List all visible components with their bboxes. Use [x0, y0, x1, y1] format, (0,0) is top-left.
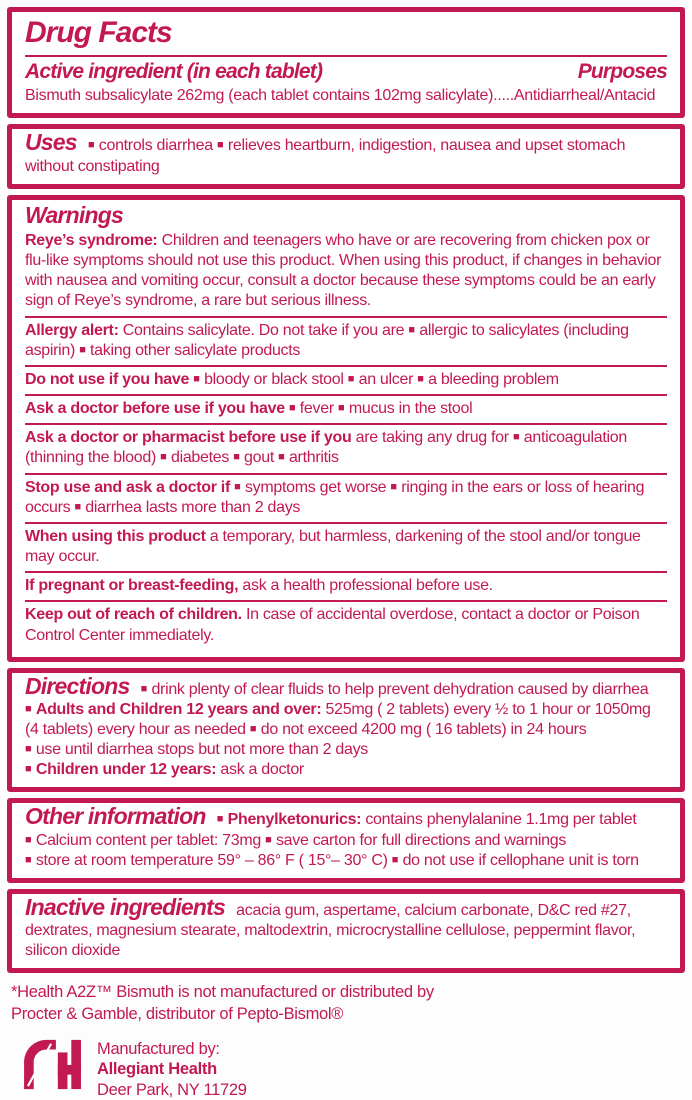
text-segment: Children and teenagers who have or are recovering from chicken pox or flu-like symptoms should not use this product. When using this product, if changes in behavior with nausea and vomiting occur, consult a doctor because these symptoms could be an early sign of Reye’s syndrome, a rare but serious illness. — [25, 232, 662, 310]
bullet-square-icon: ■ — [79, 343, 86, 356]
divider — [25, 55, 667, 57]
bullet-square-icon: ■ — [193, 372, 200, 385]
warning-stop-use — [25, 473, 667, 522]
ingredient-text: Bismuth subsalicylate 262mg (each tablet contains 102mg salicylate) — [25, 87, 494, 105]
inactive-ingredients-paragraph — [25, 895, 667, 961]
text-segment: Allergy alert: — [25, 321, 119, 339]
active-ingredient-row — [25, 59, 667, 85]
purpose-text: Antidiarrheal/Antacid — [513, 87, 656, 105]
manufacturer-block — [21, 1037, 685, 1099]
bullet-square-icon: ■ — [217, 139, 224, 152]
text-segment: In case of accidental overdose, contact a doctor or Poison Control Center immediately. — [25, 606, 640, 644]
bullet-square-icon: ■ — [278, 451, 285, 464]
bullet-square-icon: ■ — [417, 372, 424, 385]
text-segment: ringing in the ears or loss of hearing occurs — [25, 478, 645, 516]
footnote — [11, 982, 685, 1025]
text-segment: are taking any drug for — [355, 429, 509, 447]
text-segment: Stop use and ask a doctor if — [25, 478, 230, 496]
manufacturer-text — [97, 1037, 247, 1099]
active-ingredient-heading: Active ingredient (in each tablet) — [25, 59, 323, 83]
inactive-ingredients-heading: Inactive ingredients — [25, 893, 226, 920]
bullet-square-icon: ■ — [390, 480, 398, 493]
text-segment: relieves heartburn, indigestion, nausea and upset stomach without constipating — [25, 137, 626, 175]
bullet-square-icon: ■ — [391, 853, 399, 866]
bullet-square-icon: ■ — [233, 451, 240, 464]
bullet-square-icon: ■ — [25, 702, 32, 715]
text-segment: When using this product — [25, 527, 206, 545]
text-segment: anticoagulation (thinning the blood) — [25, 429, 627, 467]
warning-reyes-syndrome — [25, 228, 667, 316]
other-information-heading: Other information — [25, 803, 206, 830]
warning-when-using — [25, 522, 667, 571]
other-information-paragraph — [25, 804, 667, 870]
text-segment: ask a health professional before use. — [242, 577, 493, 595]
text-segment: If pregnant or breast-feeding, — [25, 577, 239, 595]
text-segment: controls diarrhea — [98, 137, 213, 155]
text-segment: gout — [244, 449, 274, 467]
text-segment: ask a doctor — [220, 761, 304, 779]
text-segment: Adults and Children 12 years and over: — [35, 700, 322, 718]
bullet-square-icon: ■ — [25, 743, 32, 756]
text-segment: Reye’s syndrome: — [25, 232, 158, 250]
warning-allergy-alert — [25, 316, 667, 365]
text-segment: a bleeding problem — [428, 370, 559, 388]
text-segment: Ask a doctor before use if you have — [25, 400, 285, 418]
bullet-square-icon: ■ — [347, 372, 355, 385]
footnote-line2: Procter & Gamble, distributor of Pepto-Bismol® — [11, 1004, 344, 1023]
text-segment: do not use if cellophane unit is torn — [402, 851, 639, 869]
directions-box — [7, 668, 685, 793]
bullet-square-icon: ■ — [408, 323, 416, 336]
bullet-square-icon: ■ — [25, 763, 32, 776]
uses-heading: Uses — [25, 129, 77, 156]
bullet-square-icon: ■ — [25, 853, 32, 866]
warning-do-not-use — [25, 365, 667, 394]
manufacturer-address: Deer Park, NY 11729 — [97, 1080, 247, 1099]
warnings-box — [7, 195, 685, 662]
purposes-heading: Purposes — [577, 59, 667, 83]
drug-facts-box — [7, 7, 685, 118]
text-segment: arthritis — [288, 449, 339, 467]
bullet-square-icon: ■ — [249, 722, 257, 735]
bullet-square-icon: ■ — [216, 813, 224, 826]
uses-paragraph — [25, 130, 667, 176]
inactive-ingredients-box — [7, 889, 685, 973]
directions-heading: Directions — [25, 672, 130, 699]
text-segment: Contains salicylate. Do not take if you are — [122, 321, 405, 339]
text-segment: Children under 12 years: — [35, 761, 217, 779]
bullet-square-icon: ■ — [234, 480, 241, 493]
other-information-box — [7, 798, 685, 882]
warnings-heading: Warnings — [25, 201, 123, 228]
text-segment: 525mg ( 2 tablets) every ½ to 1 hour or 1050mg (4 tablets) every hour as needed — [25, 700, 651, 738]
warning-pregnant — [25, 571, 667, 600]
text-segment: mucus in the stool — [348, 400, 473, 418]
text-segment: symptoms get worse — [244, 478, 387, 496]
text-segment: Keep out of reach of children. — [25, 606, 242, 624]
text-segment: bloody or black stool — [204, 370, 344, 388]
bullet-square-icon: ■ — [25, 833, 32, 846]
warning-keep-out-of-reach — [25, 600, 667, 649]
text-segment: taking other salicylate products — [90, 341, 301, 359]
text-segment: Ask a doctor or pharmacist before use if you — [25, 429, 352, 447]
warning-ask-doctor — [25, 394, 667, 423]
manufactured-by-label: Manufactured by: — [97, 1040, 220, 1059]
text-segment: diabetes — [170, 449, 230, 467]
bullet-square-icon: ■ — [74, 500, 82, 513]
text-segment: allergic to salicylates (including aspirin) — [25, 321, 629, 359]
bullet-square-icon: ■ — [265, 833, 272, 846]
directions-paragraph — [25, 674, 667, 781]
text-segment: contains phenylalanine 1.1mg per tablet — [365, 811, 637, 829]
active-ingredient-line — [25, 86, 667, 106]
uses-text — [25, 137, 625, 174]
bullet-square-icon: ■ — [338, 402, 345, 415]
text-segment: save carton for full directions and warnings — [275, 831, 567, 849]
warning-ask-doctor-or-pharmacist — [25, 423, 667, 472]
manufacturer-name: Allegiant Health — [97, 1060, 217, 1079]
text-segment: a temporary, but harmless, darkening of the stool and/or tongue may occur. — [25, 527, 641, 566]
bullet-square-icon: ■ — [140, 682, 148, 695]
text-segment: Phenylketonurics: — [227, 811, 362, 829]
text-segment: use until diarrhea stops but not more than 2 days — [35, 741, 368, 759]
drug-facts-title: Drug Facts — [25, 16, 172, 49]
text-segment: Do not use if you have — [25, 370, 190, 388]
bullet-square-icon: ■ — [87, 139, 95, 152]
allegiant-health-logo-icon — [21, 1037, 85, 1096]
footnote-line1: *Health A2Z™ Bismuth is not manufactured or distributed by — [11, 983, 434, 1002]
text-segment: drink plenty of clear fluids to help prevent dehydration caused by diarrhea — [151, 680, 649, 698]
text-segment: store at room temperature 59° – 86° F ( 15°– 30° C) — [35, 851, 388, 869]
bullet-square-icon: ■ — [288, 402, 296, 415]
text-segment: fever — [299, 400, 334, 418]
bullet-square-icon: ■ — [512, 431, 520, 444]
text-segment: an ulcer — [358, 370, 414, 388]
bullet-square-icon: ■ — [160, 451, 167, 464]
text-segment: diarrhea lasts more than 2 days — [85, 498, 301, 516]
inactive-ingredients-text: acacia gum, aspertame, calcium carbonate, D&C red #27, dextrates, magnesium stearate, maltodextrin, microcrystalline cellulose, peppermint flavor, silicon dioxide — [25, 901, 636, 960]
text-segment: Calcium content per tablet: 73mg — [35, 831, 262, 849]
text-segment: do not exceed 4200 mg ( 16 tablets) in 24 hours — [260, 720, 587, 738]
uses-box — [7, 124, 685, 188]
leader-dots: ..... — [493, 87, 514, 105]
